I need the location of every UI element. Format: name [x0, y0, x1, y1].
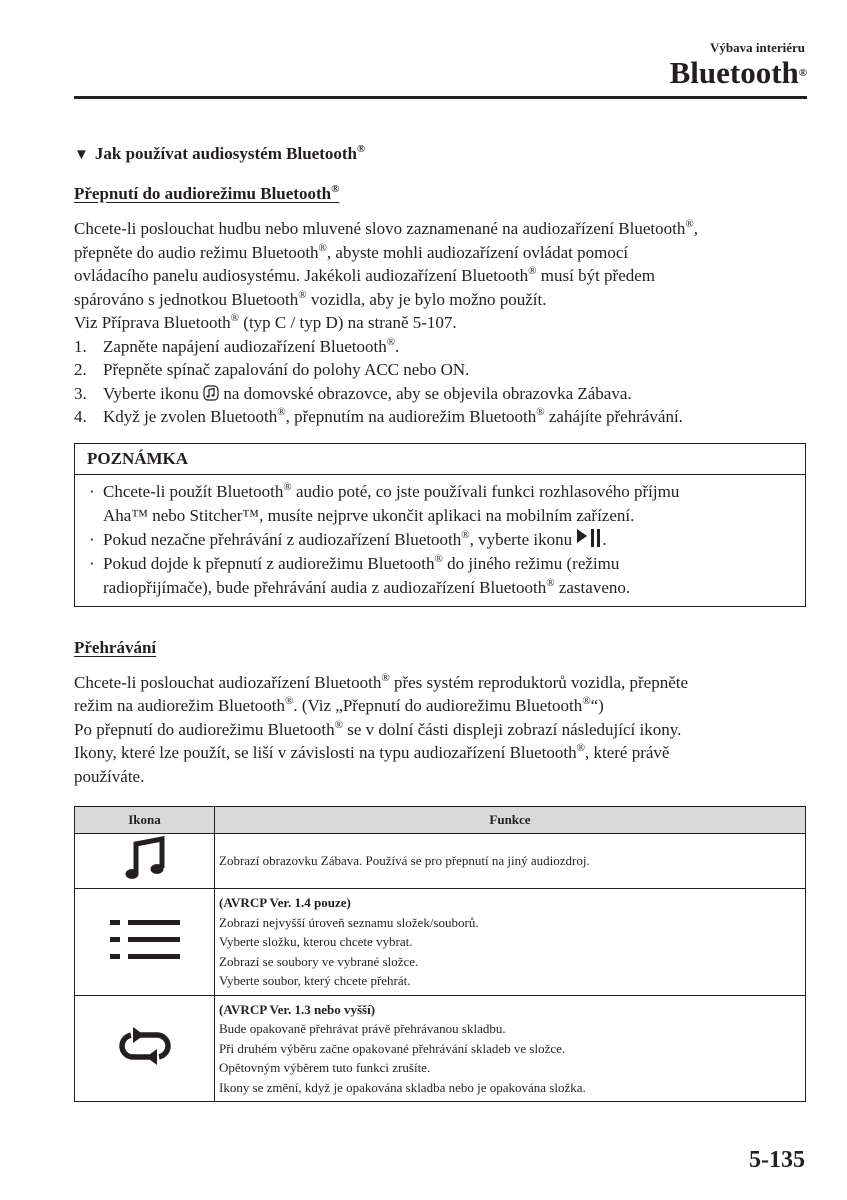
note-line: Chcete-li použít Bluetooth® audio poté, co jste používali funkci rozhlasového příjmu	[103, 480, 680, 501]
table-row	[75, 995, 806, 1102]
function-line: Zobrazí nejvyšší úroveň seznamu složek/souborů.	[219, 914, 479, 930]
icon-function-table	[74, 806, 806, 1102]
para-line: přepněte do audio režimu Bluetooth®, abyste mohli audiozařízení ovládat pomocí	[74, 241, 629, 262]
list-item	[74, 405, 806, 429]
function-line: Vyberte složku, kterou chcete vybrat.	[219, 934, 413, 949]
repeat-icon	[115, 1026, 175, 1066]
note-line: Pokud nezačne přehrávání z audiozařízení Bluetooth®, vyberte ikonu	[103, 528, 573, 549]
step-text: Přepněte spínač zapalování do polohy ACC nebo ON.	[103, 360, 470, 379]
step-text: Když je zvolen Bluetooth®, přepnutím na audiorežim Bluetooth® zahájíte přehrávání.	[103, 406, 683, 426]
note-text	[103, 480, 679, 528]
para-line: režim na audiorežim Bluetooth®. (Viz „Přepnutí do audiorežimu Bluetooth®“)	[74, 695, 604, 715]
function-line: Zobrazí se soubory ve vybrané složce.	[219, 953, 419, 969]
page-number: 5-135	[749, 1147, 805, 1173]
icon-cell	[75, 995, 215, 1102]
function-cell	[215, 834, 806, 889]
playback-paragraph	[74, 671, 806, 789]
function-line: Ikony se změní, když je opakována skladba nebo je opakována složka.	[219, 1079, 586, 1095]
function-cell	[215, 995, 806, 1102]
function-title: (AVRCP Ver. 1.3 nebo vyšší)	[219, 1001, 376, 1017]
note-item	[87, 528, 793, 552]
function-title: (AVRCP Ver. 1.4 pouze)	[219, 895, 351, 910]
note-bullet: ·	[89, 481, 95, 501]
note-item	[87, 480, 793, 528]
note-text	[103, 552, 630, 600]
list-icon	[110, 916, 180, 964]
function-line: Vyberte soubor, který chcete přehrát.	[219, 973, 411, 988]
note-bullet: ·	[89, 553, 95, 573]
header-divider	[74, 96, 807, 99]
table-row	[75, 834, 806, 889]
music-note-icon	[203, 385, 219, 401]
list-item	[74, 382, 806, 406]
step-text-after: na domovské obrazovce, aby se objevila obrazovka Zábava.	[223, 383, 632, 403]
section-title-text: Jak používat audiosystém Bluetooth®	[94, 143, 366, 163]
table-row	[75, 889, 806, 996]
list-item	[74, 358, 806, 382]
switch-mode-paragraph	[74, 217, 806, 335]
note-line: radiopřijímače), bude přehrávání audia z audiozařízení Bluetooth® zastaveno.	[103, 576, 631, 597]
step-number: 3.	[74, 383, 87, 403]
triangle-down-icon: ▼	[74, 147, 89, 163]
column-header-function: Funkce	[215, 807, 806, 834]
note-heading: POZNÁMKA	[75, 444, 805, 475]
subheading-playback: Přehrávání	[74, 637, 157, 657]
function-line: Při druhém výběru začne opakované přehrávání skladeb ve složce.	[219, 1040, 566, 1056]
step-number: 1.	[74, 336, 87, 356]
list-item	[74, 335, 806, 359]
para-line: spárováno s jednotkou Bluetooth® vozidla, aby je bylo možno použít.	[74, 288, 547, 309]
step-number: 2.	[74, 360, 87, 379]
step-number: 4.	[74, 407, 87, 426]
function-line: Zobrazí obrazovku Zábava. Používá se pro přepnutí na jiný audiozdroj.	[219, 853, 590, 869]
column-header-icon: Ikona	[75, 807, 215, 834]
function-line: Opětovným výběrem tuto funkci zrušíte.	[219, 1060, 431, 1075]
play-pause-icon	[576, 528, 602, 548]
note-text	[103, 528, 607, 552]
icon-cell	[75, 889, 215, 996]
music-note-icon	[124, 836, 166, 882]
para-line: ovládacího panelu audiosystému. Jakékoli audiozařízení Bluetooth® musí být předem	[74, 265, 656, 285]
note-item	[87, 552, 793, 600]
note-bullet: ·	[89, 529, 95, 549]
subheading-switch-mode: Přepnutí do audiorežimu Bluetooth®	[74, 183, 340, 203]
function-cell	[215, 889, 806, 996]
page-title: Bluetooth®	[669, 55, 807, 90]
step-text-before: Vyberte ikonu	[103, 383, 199, 403]
para-line: Chcete-li poslouchat audiozařízení Bluetooth® přes systém reproduktorů vozidla, přepněte	[74, 671, 689, 692]
note-body	[75, 475, 805, 606]
para-line: Ikony, které lze použít, se liší v závislosti na typu audiozařízení Bluetooth®, které právě	[74, 742, 670, 762]
table-header-row	[75, 807, 806, 834]
note-line: Aha™ nebo Stitcher™, musíte nejprve ukončit aplikaci na mobilním zařízení.	[103, 505, 635, 525]
note-box	[74, 443, 806, 607]
step-text	[103, 382, 632, 406]
para-line: Po přepnutí do audiorežimu Bluetooth® se v dolní části displeji zobrazí následující ikony.	[74, 718, 682, 739]
note-line: Pokud dojde k přepnutí z audiorežimu Bluetooth® do jiného režimu (režimu	[103, 552, 620, 573]
page-content	[74, 143, 806, 1102]
steps-list	[74, 335, 806, 429]
note-suffix: .	[602, 529, 607, 549]
para-line: používáte.	[74, 766, 145, 786]
section-title	[74, 143, 806, 166]
para-line: Chcete-li poslouchat hudbu nebo mluvené slovo zaznamenané na audiozařízení Bluetooth®,	[74, 218, 698, 238]
function-line: Bude opakovaně přehrávat právě přehrávanou skladbu.	[219, 1021, 506, 1036]
step-text: Zapněte napájení audiozařízení Bluetooth®.	[103, 335, 400, 356]
header-section-label: Výbava interiéru	[710, 40, 805, 55]
para-line: Viz Příprava Bluetooth® (typ C / typ D) na straně 5-107.	[74, 312, 457, 332]
icon-cell	[75, 834, 215, 889]
